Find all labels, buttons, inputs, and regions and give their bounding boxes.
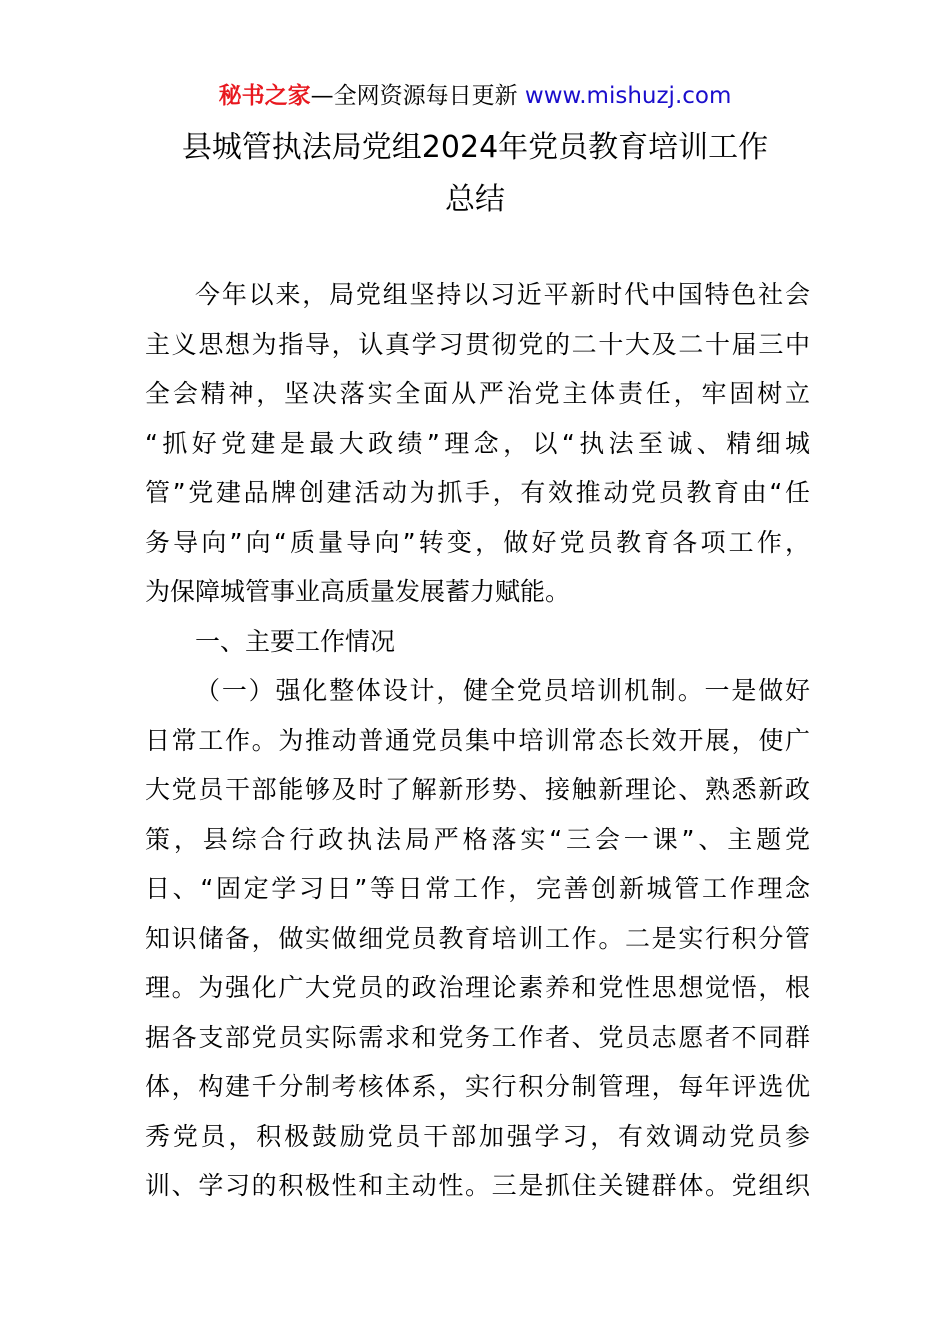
body-line: 训、学习的积极性和主动性。三是抓住关键群体。党组织 (145, 1171, 810, 1200)
body-line: 据各支部党员实际需求和党务工作者、党员志愿者不同群 (145, 1022, 810, 1052)
body-line: 务导向”向“质量导向”转变，做好党员教育各项工作， (145, 527, 810, 557)
document-body (145, 270, 810, 1211)
section-heading: 一、主要工作情况 (195, 626, 396, 656)
title-line-2: 总结 (445, 182, 505, 217)
body-line: “抓好党建是最大政绩”理念，以“执法至诚、精细城 (145, 428, 810, 458)
body-line: 理。为强化广大党员的政治理论素养和党性思想觉悟，根 (145, 973, 810, 1002)
site-url-link[interactable]: www.mishuzj.com (524, 83, 732, 109)
body-line: 策，县综合行政执法局严格落实“三会一课”、主题党 (145, 824, 810, 854)
brand-name: 秘书之家 (218, 83, 311, 109)
body-line: 全会精神，坚决落实全面从严治党主体责任，牢固树立 (145, 379, 810, 408)
body-line: 日常工作。为推动普通党员集中培训常态长效开展，使广 (145, 725, 810, 755)
body-line: 知识储备，做实做细党员教育培训工作。二是实行积分管 (145, 923, 810, 953)
document-title (0, 122, 950, 226)
body-line: 体，构建千分制考核体系，实行积分制管理，每年评选优 (145, 1072, 810, 1101)
header-tagline: —全网资源每日更新 (310, 83, 518, 109)
body-line: 为保障城管事业高质量发展蓄力赋能。 (145, 577, 571, 606)
title-line-1: 县城管执法局党组2024年党员教育培训工作 (181, 130, 769, 165)
body-line: 管”党建品牌创建活动为抓手，有效推动党员教育由“任 (145, 478, 810, 507)
body-line: （一）强化整体设计，健全党员培训机制。一是做好 (195, 676, 810, 705)
body-line: 今年以来，局党组坚持以习近平新时代中国特色社会 (195, 280, 810, 309)
body-line: 主义思想为指导，认真学习贯彻党的二十大及二十届三中 (145, 329, 810, 359)
body-line: 秀党员，积极鼓励党员干部加强学习，有效调动党员参 (145, 1121, 810, 1151)
site-header (0, 80, 950, 112)
body-line: 大党员干部能够及时了解新形势、接触新理论、熟悉新政 (145, 775, 810, 804)
body-line: 日、“固定学习日”等日常工作，完善创新城管工作理念 (145, 874, 810, 903)
